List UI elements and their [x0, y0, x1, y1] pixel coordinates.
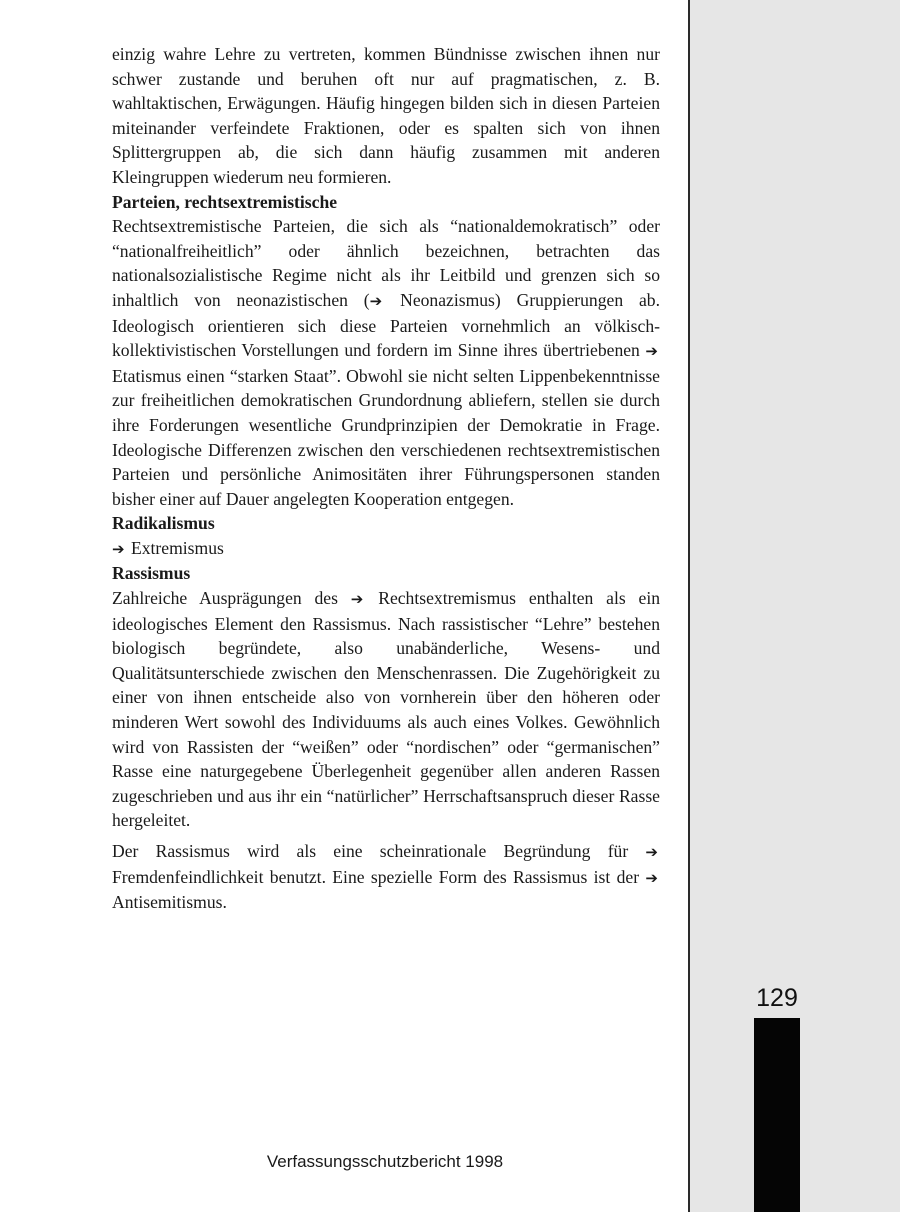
- thumb-index-bar: [754, 1018, 800, 1212]
- section-heading-radikalismus: Radikalismus: [112, 513, 215, 534]
- cross-reference-arrow-icon: ➔: [645, 843, 658, 861]
- page-content: [112, 42, 660, 915]
- parteien-text-1: Rechtsextremistische Parteien, die sich als “nationaldemokratisch” oder “nationalfreiheitlich” oder ähnlich bezeichnen, betrachten das nationalsozialistische Regime nicht als ihr Leitbild und grenzen sich so inhaltlich von neonazistischen (: [112, 216, 660, 310]
- radikalismus-see-reference: [112, 536, 660, 562]
- rassismus-paragraph-1: [112, 586, 660, 833]
- rassismus-p1-start: Zahlreiche Ausprägungen des: [112, 588, 351, 609]
- rassismus-p2-start: Der Rassismus wird als eine scheinrationale Begründung für: [112, 841, 646, 861]
- intro-paragraph: einzig wahre Lehre zu vertreten, kommen Bündnisse zwischen ihnen nur schwer zustande und beruhen oft nur auf pragmatischen, z. B. wahltaktischen, Erwägungen. Häufig hingegen bilden sich in diesen Parteien miteinander verfeindete Fraktionen, oder es spalten sich von ihnen Splittergruppen ab, die sich dann häufig zusammen mit anderen Kleingruppen wiederum neu formieren.: [112, 44, 660, 187]
- rassismus-p2-end: Antisemitismus.: [112, 892, 227, 913]
- cross-reference-arrow-icon: ➔: [112, 539, 125, 558]
- rassismus-p2-mid: Fremdenfeindlichkeit benutzt. Eine spezielle Form des Rassismus ist der: [112, 866, 646, 887]
- cross-reference-arrow-icon: ➔: [645, 868, 658, 887]
- cross-reference-arrow-icon: ➔: [645, 342, 658, 361]
- parteien-ref-etatismus: Etatismus einen “starken Staat”. Obwohl sie nicht selten Lippenbekenntnisse zur freiheitlichen demokratischen Grundordnung abliefern, stellen sie durch ihre Forderungen wesentliche Grundprinzipien der Demokratie in Frage. Ideologische Differenzen zwischen den verschiedenen rechtsextremistischen Parteien und persönliche Animositäten ihrer Führungspersonen standen bisher einer auf Dauer angelegten Kooperation entgegen.: [112, 365, 660, 509]
- rassismus-paragraph-2: [112, 839, 660, 915]
- page-footer: Verfassungsschutzbericht 1998: [266, 1152, 504, 1171]
- cross-reference-arrow-icon: ➔: [350, 590, 364, 609]
- section-heading-rassismus: Rassismus: [112, 563, 191, 584]
- parteien-paragraph: [112, 214, 660, 511]
- cross-reference-arrow-icon: ➔: [369, 291, 383, 310]
- parteien-ref-neonazismus: Neonazismus) Gruppierungen ab. Ideologisch orientieren sich diese Parteien vornehmlich an völkisch-kollektivistischen Vorstellungen und fordern im Sinne ihres übertriebenen: [112, 289, 660, 361]
- rassismus-p1-rest: Rechtsextremismus enthalten als ein ideologisches Element den Rassismus. Nach rassistischer “Lehre” bestehen biologisch begründete, also unabänderliche, Wesens- und Qualitätsunterschiede zwischen den Menschenrassen. Die Zugehörigkeit zu einer von ihnen entscheide also von vornherein über den höheren oder minderen Wert sowohl des Individuums als auch eines Volkes. Gewöhnlich wird von Rassisten der “weißen” oder “nordischen” oder “germanischen” Rasse eine naturgegebene Überlegenheit gegenüber allen anderen Rassen zugeschrieben und aus ihr ein “natürlicher” Herrschaftsanspruch dieser Rasse hergeleitet.: [112, 588, 660, 831]
- radikalismus-see-extremismus: Extremismus: [130, 537, 224, 558]
- section-heading-parteien: Parteien, rechtsextremistische: [112, 191, 338, 212]
- page-number: 129: [756, 984, 798, 1012]
